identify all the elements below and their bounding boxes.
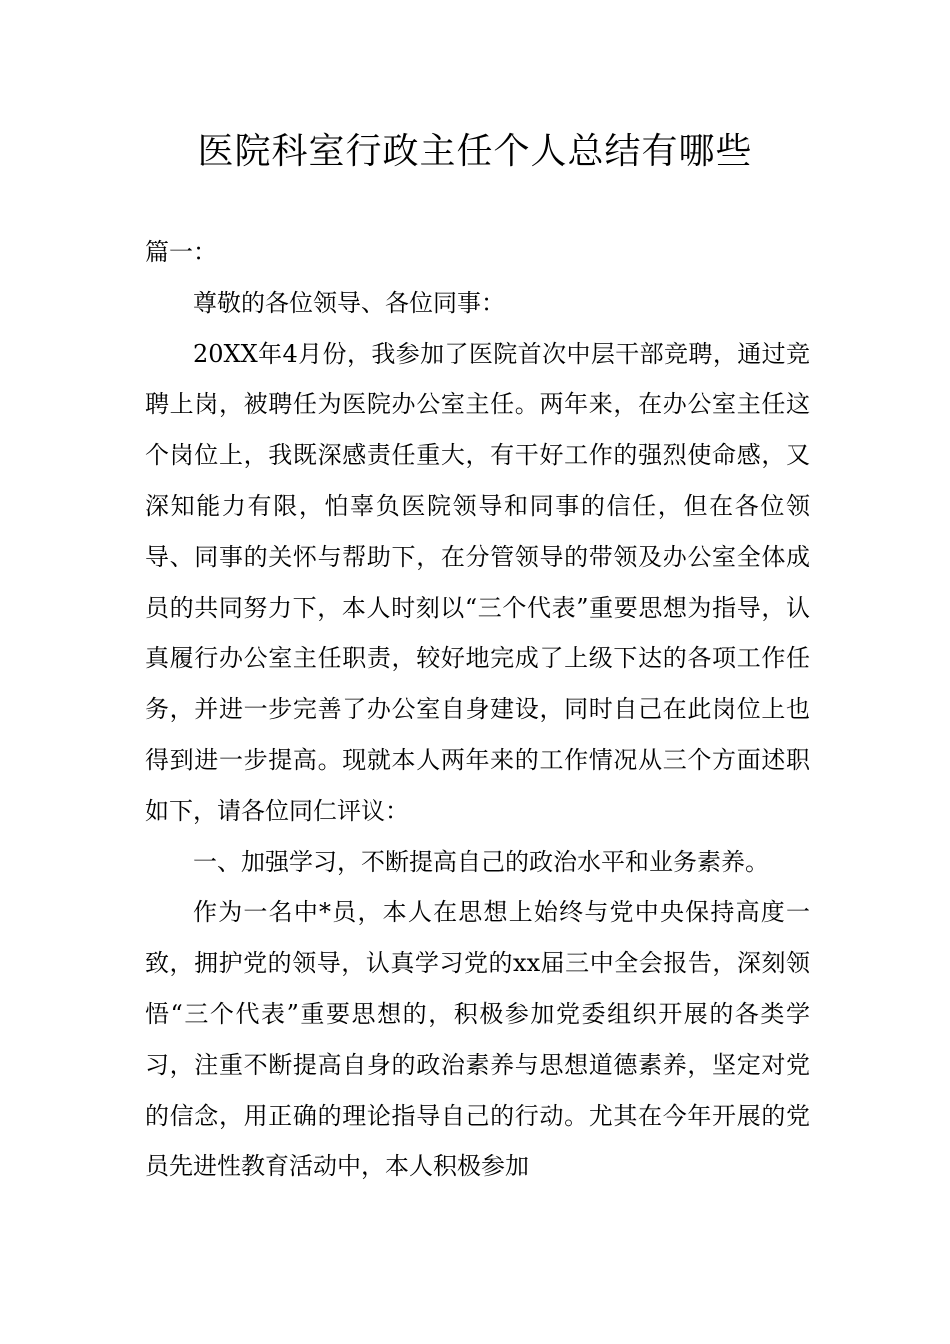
body-paragraph: 作为一名中*员，本人在思想上始终与党中央保持高度一致，拥护党的领导，认真学习党的xx届三中全会报告，深刻领悟“三个代表”重要思想的，积极参加党委组织开展的各类学习，注重不断提高自身的政治素养与思想道德素养，坚定对党的信念，用正确的理论指导自己的行动。尤其在今年开展的党员先进性教育活动中，本人积极参加 <box>145 898 810 1181</box>
document-title: 医院科室行政主任个人总结有哪些 <box>197 131 753 172</box>
section-heading: 一、加强学习，不断提高自己的政治水平和业务素养。 <box>193 847 769 876</box>
section-label: 篇一： <box>145 238 217 266</box>
document-body <box>145 227 810 1192</box>
salutation-paragraph: 尊敬的各位领导、各位同事： <box>193 288 505 317</box>
intro-paragraph: 20XX年4月份，我参加了医院首次中层干部竞聘，通过竞聘上岗，被聘任为医院办公室主任。两年来，在办公室主任这个岗位上，我既深感责任重大，有干好工作的强烈使命感，又深知能力有限，怕辜负医院领导和同事的信任，但在各位领导、同事的关怀与帮助下，在分管领导的带领及办公室全体成员的共同努力下，本人时刻以“三个代表”重要思想为指导，认真履行办公室主任职责，较好地完成了上级下达的各项工作任务，并进一步完善了办公室自身建设，同时自己在此岗位上也得到进一步提高。现就本人两年来的工作情况从三个方面述职如下，请各位同仁评议： <box>145 339 810 825</box>
